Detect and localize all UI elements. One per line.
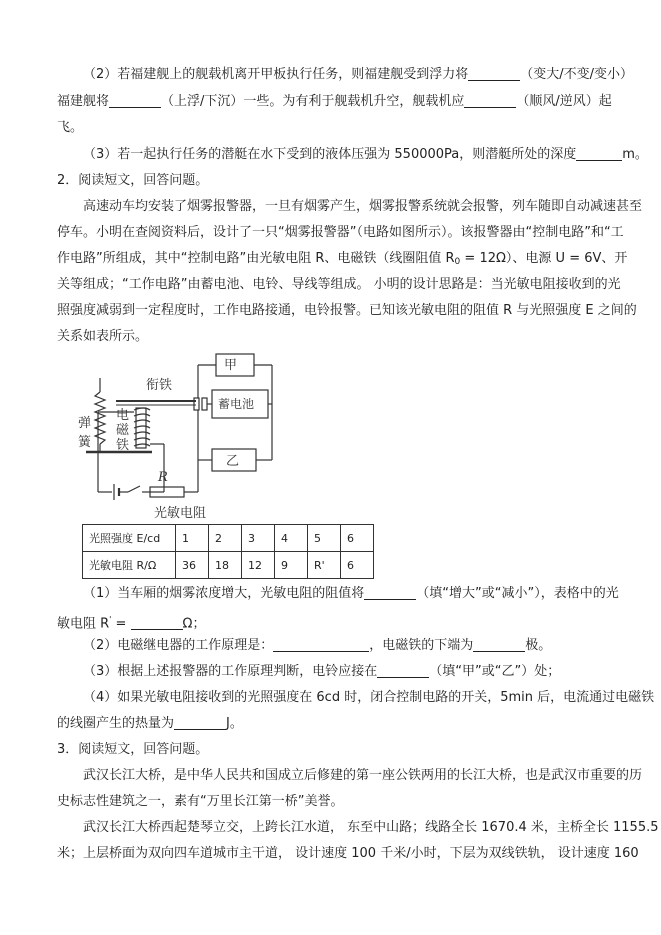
text: 极。 [525,638,552,653]
answer-blank[interactable] [473,637,525,652]
answer-blank[interactable] [377,663,429,678]
armature-label: 衔铁 [146,378,173,393]
text: （上浮/下沉）一些。为有利于舰载机升空，舰载机应 [161,94,465,109]
answer-blank[interactable] [364,585,416,600]
answer-blank[interactable] [109,93,161,108]
r-label: R [158,470,168,485]
char: 磁 [116,423,130,438]
char: 簧 [78,435,92,450]
text: （填“甲”或“乙”）处； [429,664,561,679]
q1-sub2-line2 [57,92,612,112]
table-cell: 3 [242,525,275,552]
q2-heading: 2．阅读短文，回答问题。 [57,173,209,188]
table-cell: R' [308,552,341,579]
text: J。 [226,716,243,731]
answer-blank[interactable] [468,66,520,81]
table-cell: 12 [242,552,275,579]
q1-sub2-line1 [57,65,634,85]
q2-para-line: 高速动车均安装了烟雾报警器，一旦有烟雾产生，烟雾报警系统就会报警，列车随即自动减速甚至 [83,199,643,214]
q2-sub1-line2 [57,610,599,630]
table-cell: 6 [341,552,374,579]
q3-para-line: 史标志性建筑之一，素有“万里长江第一桥”美誉。 [57,794,344,809]
q2-sub4-line1: （4）如果光敏电阻接收到的光照强度在 6cd 时，闭合控制电路的开关，5min 后，电流通过电磁铁 [83,690,655,705]
resistance-table [82,524,374,579]
text: （3）根据上述报警器的工作原理判断，电铃应接在 [83,664,378,679]
superscript: ' [109,615,112,624]
table-cell: 4 [275,525,308,552]
text: （2）电磁继电器的工作原理是： [83,638,274,653]
text: 的线圈产生的热量为 [57,716,175,731]
text: m。 [622,147,648,162]
answer-blank[interactable] [174,715,226,730]
q2-para-line: 照强度减弱到一定程度时，工作电路接通，电铃报警。已知该光敏电阻的阻值 R 与光照强度 E 之间的 [57,303,637,318]
q1-sub2-line3 [57,118,599,138]
text: （3）若一起执行任务的潜艇在水下受到的液体压强为 550000Pa，则潜艇所处的深度 [83,147,577,162]
table-cell: 1 [176,525,209,552]
q1-sub3-line [57,145,648,165]
q2-para-line: 关系如表所示。 [57,329,149,344]
text: Ω； [182,616,206,632]
table-cell: 6 [341,525,374,552]
text: = 12Ω）、电源 U = 6V、开 [460,251,628,266]
q2-sub4-line2 [57,714,599,734]
table-cell: 9 [275,552,308,579]
q2-sub3-line [57,662,599,682]
text: （填“增大”或“减小”），表格中的光 [416,586,619,601]
text: 作电路”所组成，其中“控制电路”由光敏电阻 R、电磁铁（线圈阻值 R [57,251,455,266]
table-cell: 5 [308,525,341,552]
table-cell: 2 [209,525,242,552]
text: = [111,616,131,632]
spring-label [78,412,91,450]
magnet-label [116,408,129,453]
q2-sub2-line [57,636,599,656]
text: （2）若福建舰上的舰载机离开甲板执行任务，则福建舰受到浮力将 [83,67,469,82]
table-cell: 36 [176,552,209,579]
circuit-svg [78,352,288,522]
photoresistor-label: 光敏电阻 [154,506,207,521]
char: 铁 [116,438,130,453]
q3-para-line: 米；上层桥面为双向四车道城市主干道， 设计速度 100 千米/小时，下层为双线铁轨， 设计速度 160 [57,846,639,861]
char: 弹 [78,416,92,431]
text: （1）当车厢的烟雾浓度增大，光敏电阻的阻值将 [83,586,365,601]
row-label: 光照强度 E/cd [83,525,176,552]
text: 敏电阻 R [57,616,110,632]
text: 福建舰将 [57,94,110,109]
table-row [83,525,374,552]
yi-label: 乙 [226,454,240,469]
q2-sub1-line1 [57,584,619,604]
battery-label: 蓄电池 [218,397,255,411]
table-row [83,552,374,579]
text: （变大/不变/变小） [520,67,634,82]
q3-para-line: 武汉长江大桥，是中华人民共和国成立后修建的第一座公铁两用的长江大桥，也是武汉市重要的历 [83,768,643,783]
answer-blank[interactable] [576,146,622,161]
subscript: 0 [454,257,461,267]
text: 飞。 [57,120,84,135]
answer-blank[interactable] [273,637,369,652]
answer-blank[interactable] [464,93,516,108]
text: ，电磁铁的下端为 [369,638,474,653]
circuit-diagram [78,352,288,522]
q3-heading: 3．阅读短文，回答问题。 [57,742,209,757]
q2-para-line [57,249,628,269]
answer-blank[interactable] [131,615,183,630]
q2-para-line: 停车。小明在查阅资料后，设计了一只“烟雾报警器”（电路如图所示）。该报警器由“控制电路”和“工 [57,225,624,240]
text: （顺风/逆风）起 [516,94,612,109]
q2-para-line: 关等组成；“工作电路”由蓄电池、电铃、导线等组成。 小明的设计思路是：当光敏电阻接收到的光 [57,277,621,292]
jia-label: 甲 [224,358,238,373]
char: 电 [116,408,130,423]
row-label: 光敏电阻 R/Ω [83,552,176,579]
q3-para-line: 武汉长江大桥西起楚琴立交，上跨长江水道， 东至中山路；线路全长 1670.4 米，主桥全长 1155.5 [83,820,659,835]
table-cell: 18 [209,552,242,579]
